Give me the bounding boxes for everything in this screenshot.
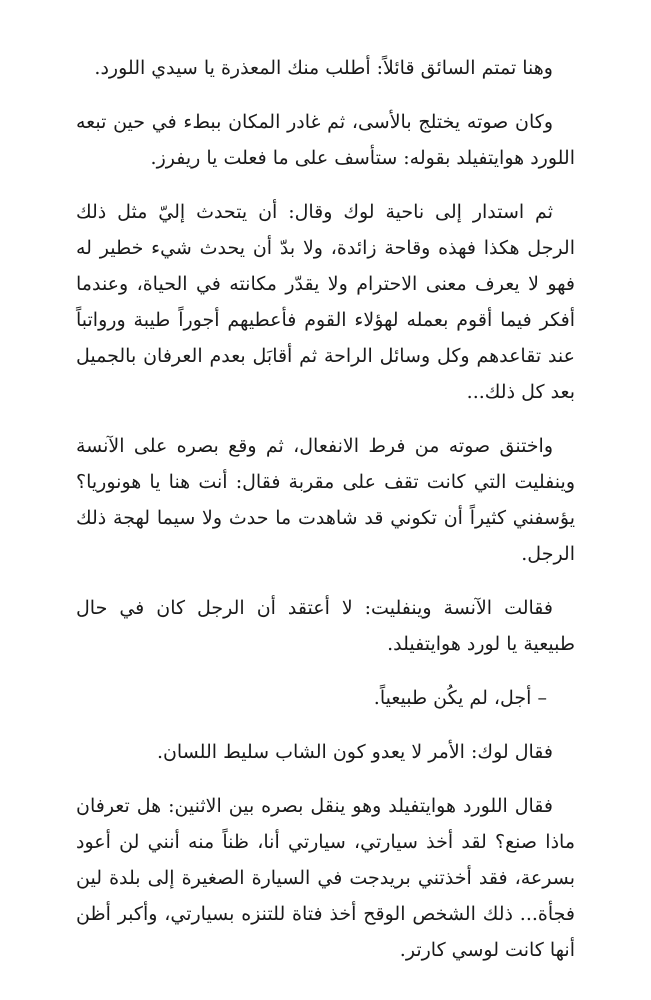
paragraph-car-story: فقال اللورد هوايتفيلد وهو ينقل بصره بين الاثنين: هل تعرفان ماذا صنع؟ لقد أخذ سيارتي، سيارتي أنا، ظناً منه أنني لن أعود بسرعة، فقد أخذتني بريدجت في السيارة الصغيرة إلى بلدة لين فجأة... ذلك الشخص الوقح أخذ فتاة للتنزه بسيارتي، وأكبر أظن أنها كانت لوسي كارتر. — [76, 795, 575, 961]
paragraph-driver-leaves: وكان صوته يختلج بالأسى، ثم غادر المكان ببطء في حين تبعه اللورد هوايتفيلد بقوله: ستأسف على ما فعلت يا ريفرز. — [76, 111, 575, 169]
book-page — [76, 50, 575, 986]
paragraph-lord-speech: ثم استدار إلى ناحية لوك وقال: أن يتحدث إليّ مثل ذلك الرجل هكذا فهذه وقاحة زائدة، ولا بدّ أن يحدث شيء خطير له فهو لا يعرف معنى الاحترام ولا يقدّر مكانته في الحياة، وعندما أفكر فيما أقوم بعمله لهؤلاء القوم فأعطيهم أجوراً طيبة ورواتباً عند تقاعدهم وكل وسائل الراحة ثم أقابَل بعدم العرفان بالجميل بعد كل ذلك... — [76, 201, 575, 403]
paragraph-dialogue-line: – أجل، لم يكُن طبيعياً. — [373, 687, 547, 709]
paragraph-waynflete-reply: فقالت الآنسة وينفليت: لا أعتقد أن الرجل كان في حال طبيعية يا لورد هوايتفيلد. — [76, 597, 575, 655]
paragraph-luke-remark: فقال لوك: الأمر لا يعدو كون الشاب سليط اللسان. — [156, 741, 553, 763]
paragraph-driver-apology: وهنا تمتم السائق قائلاً: أطلب منك المعذرة يا سيدي اللورد. — [94, 57, 553, 79]
paragraph-honoria-greeting: واختنق صوته من فرط الانفعال، ثم وقع بصره على الآنسة وينفليت التي كانت تقف على مقربة فقال: أنت هنا يا هونوريا؟ يؤسفني كثيراً أن تكوني قد شاهدت ما حدث ولا سيما لهجة ذلك الرجل. — [76, 435, 575, 565]
